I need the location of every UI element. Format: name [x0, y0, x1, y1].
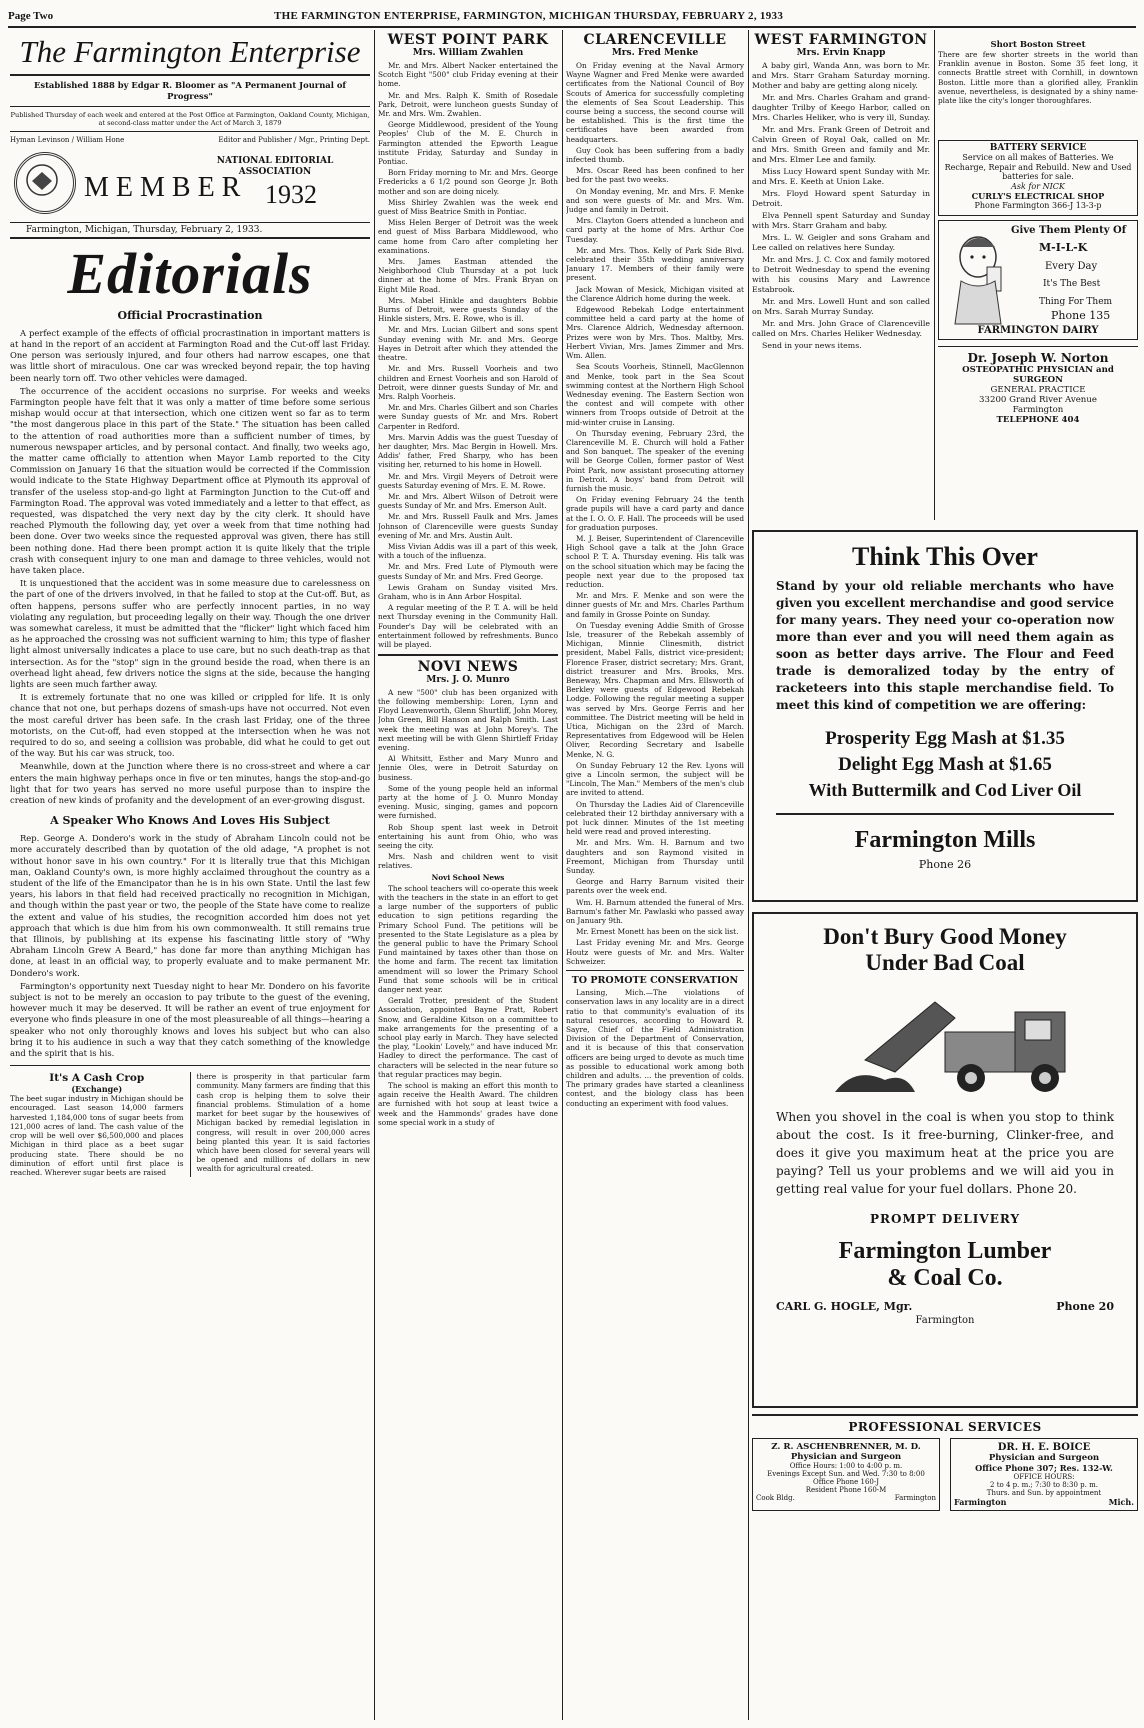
prof1-line: Resident Phone 160-M	[805, 1486, 887, 1494]
coal-text: When you shovel in the coal is when you stop to think about the cost. Is it free-burning, Clinker-free, and does it give you maximum heat at the price you are paying? Tell us your problems and we will aid you in getting real value for your fuel dollars. Phone 20.	[776, 1110, 1114, 1196]
professional-services	[752, 1414, 1138, 1714]
news-item: Mr. and Mrs. J. C. Cox and family motored to Detroit Wednesday to spend the evening with his cousins Mary and Lawrence Estabrook.	[752, 255, 930, 294]
column-title: WEST FARMINGTON	[754, 32, 928, 48]
news-item: On Thursday the Ladies Aid of Clarenceville celebrated their 12 birthday anniversary with a pot luck dinner. Minutes of the 1st meeting held were read and proved interesting.	[566, 799, 744, 837]
doctor-address: 33200 Grand River Avenue	[979, 395, 1097, 405]
column-rule	[934, 30, 935, 520]
news-item: Mr. and Mrs. Lowell Hunt and son called on Mrs. Sarah Murray Sunday.	[752, 297, 930, 316]
news-item: M. J. Beiser, Superintendent of Clarenceville High School gave a talk at the John Grace school P. T. A. Thursday evening. His talk was on the school situation which may be facing the people next year due to the proposed tax reduction.	[566, 533, 744, 589]
column-byline: Mrs. Ervin Knapp	[796, 48, 886, 58]
column-rule	[374, 30, 375, 1720]
news-item: Mrs. James Eastman attended the Neighborhood Club Thursday at a pot luck dinner at the home of Mrs. Frank Bryan on Eight Mile Road.	[378, 257, 558, 294]
promote-text: Lansing, Mich.—The violations of conservation laws in any locality are in a direct ratio to that community's evaluation of its natural resources, according to Howard R. Sayre, Chief of the Field Administration Division of the Department of Conservation, and it is because of this that conservation officers are being urged to devote as much time as possible to educational work among both children and adults. ... the prevention of colds. The primary grades have started a cleanliness contest, and the biology class has been conducting an experiment with food values.	[566, 988, 744, 1108]
news-item: Wm. H. Barnum attended the funeral of Mrs. Barnum's father Mr. Pawlaski who passed away on January 9th.	[566, 897, 744, 926]
coal-title-1: Don't Bury Good Money	[823, 924, 1067, 949]
coal-title-2: Under Bad Coal	[865, 950, 1025, 975]
article1-para: It is unquestioned that the accident was in some measure due to carelessness on the part of one of the drivers involved, in that he failed to stop at the Cut-off. But, as often happens, persons suffer who are perfectly innocent parties, in no way violating any regulation, but proceeding legally on their way. Though the one driver was somewhat careless, it must be admitted that the "flicker" light which faced him as he approached the crossing was not sufficient warning to him; this type of flasher light almost universally indicates a place to use care, but no such death-trap as that intersection. As for the "stop" sign in the ground beside the road, when there is an overhead light ahead, few drivers notice the signs at the side, because the hanging lights are seen much farther away.	[10, 578, 370, 689]
news-item: Mr. and Mrs. Albert Wilson of Detroit were guests Sunday of Mr. and Mrs. Emerson Ault.	[378, 491, 558, 511]
news-item: Sea Scouts Voorheis, Stinnell, MacGlennon and Menke, took part in the Sea Scout swimming contest at the Northern High School Wednesday evening. The Eastern Section won the contest and will compete with other winners from Troops outside of Detroit at the mid-winter cruise in Lansing.	[566, 362, 744, 427]
article1-para: A perfect example of the effects of official procrastination in important matters is at hand in the report of an accident at Farmington Road and the Cut-off last Friday. One person was seriously injured, and four others had narrow escapes, one that was little short of miraculous. One car was wrecked beyond repair, the top having been nearly torn off. Two other vehicles were damaged.	[10, 327, 370, 383]
cash-crop-title: It's A Cash Crop	[49, 1072, 145, 1085]
battery-text: Service on all makes of Batteries. We Recharge, Repair and Rebuild. New and Used batteries for sale.	[944, 153, 1132, 182]
prof1-line: Office Phone 160-J	[812, 1478, 880, 1486]
cash-crop-text-right: there is prosperity in that particular farm community. Many farmers are finding that this cash crop is helping them to solve their financial problems. Stimulation of a home market for beet sugar by the housewives of Michigan backed by remedial legislation in congress, will result in over 200,000 acres being planted this year. It is said factories which have been closed for several years will be opened and millions of dollars in new wealth for agricultural created.	[196, 1072, 370, 1174]
news-items	[566, 61, 744, 966]
prof1-line: Office Hours: 1:00 to 4:00 p. m.	[789, 1462, 903, 1470]
west-farmington-column	[752, 32, 930, 520]
milk-line: Thing For Them	[1039, 297, 1113, 307]
member-year: 1932	[265, 180, 317, 210]
mills-name: Farmington Mills	[854, 826, 1036, 853]
prof2-title: Physician and Surgeon	[988, 1453, 1100, 1463]
news-item: Miss Helen Berger of Detroit was the week end guest of Miss Barbara Middlewood, who came home from Caro after completing her examinations.	[378, 218, 558, 255]
doctor-city: Farmington	[1012, 405, 1064, 415]
article2-para: Rep. George A. Dondero's work in the study of Abraham Lincoln could not be more accurately described than by quotation of the old adage, "A prophet is not without honor save in his own country." For it is literally true that this Michigan man, Oakland County's own, is more highly acclaimed throughout the country as a student of the life of the Emancipator than he is in his own State. Until the last few years, his labors in that field had received practically no recognition in Michigan, and though within the past year or two, the people of the State have come to realize the extent and value of his studies, the recognition accorded him does not yet approach that which is due him from his own commonwealth. It still remains true that Illinois, by publishing at its expense his fascinating little story of "Why Abraham Lincoln Grew A Beard," has done far more than anything Michigan has done, at least in an official way, to properly evaluate and to make permanent Mr. Dondero's work.	[10, 833, 370, 978]
news-item: Mr. and Mrs. Russell Faulk and Mrs. James Johnson of Clarenceville were guests Sunday evening of Mr. and Mrs. Austin Ault.	[378, 512, 558, 540]
news-item: Guy Cook has been suffering from a badly infected thumb.	[566, 145, 744, 165]
shortest-text: There are few shorter streets in the world than Franklin avenue in Boston. Some 35 feet long, it connects Brattle street with Cornhill, in downtown Boston. Little more than a glorified alley, Franklin avenue, nevertheless, is designated by a shiny name-plate like the city's longer thoroughfares.	[938, 50, 1138, 106]
article1-para: Meanwhile, down at the Junction where there is no cross-street and where a car enters the main highway perhaps once in five or ten minutes, hangs the stop-and-go light that for two years has served no more useful purpose than to inspire the creation of new kinds of profanity and the development of an ever-growing disgust.	[10, 761, 370, 806]
news-item: Mr. and Mrs. Frank Green of Detroit and Calvin Green of Royal Oak, called on Mr. and Mrs. Smith Green and family and Mr. and Mrs. Elmer Lee and family.	[752, 125, 930, 164]
header-rule	[8, 26, 1136, 28]
prof2-line: Thurs. and Sun. by appointment	[986, 1489, 1102, 1497]
news-item: Lewis Graham on Sunday visited Mrs. Graham, who is in Ann Arbor Hospital.	[378, 582, 558, 601]
milk-line: Every Day	[1045, 261, 1098, 272]
page-number: Page Two	[8, 10, 54, 22]
news-items	[752, 61, 930, 351]
article2-title: A Speaker Who Knows And Loves His Subject	[50, 814, 330, 828]
prof2-line: 2 to 4 p. m.; 7:30 to 8:30 p. m.	[990, 1481, 1098, 1489]
mills-phone: Phone 26	[918, 857, 972, 871]
news-item: The school is making an effort this month to again receive the Health Award. The children are furnished with hot soup at least twice a week and the Hammonds' grades have done some special work in a study of	[378, 1081, 558, 1127]
clarenceville-column	[566, 32, 744, 1722]
article2-body	[10, 833, 370, 1059]
lumber-name-2: & Coal Co.	[887, 1265, 1003, 1291]
novi-title: NOVI NEWS	[417, 658, 519, 675]
column-title: WEST POINT PARK	[387, 32, 549, 48]
lumber-phone: Phone 20	[1056, 1300, 1114, 1313]
news-item: On Tuesday evening Addie Smith of Grosse Isle, treasurer of the Rebekah assembly of Michigan, Minnie Clinesmith, district president, Mabel Falls, district vice-president; Florence Fraser, district secretary; Mrs. Grant, district treasurer and Mrs. Brooks, Mrs. Beneway, Mrs. Chapman and Mrs. Ellsworth of Berkley were guests of Edgewood Rebekah Lodge. Following the regular meeting a supper was served by Mrs. George Ferris and her committee. The District meeting will be held in Utica, Michigan on the 23rd of March. Representatives from Edgewood will be Helen Oliver, Recording Secretary and Isabelle Menke, N. G.	[566, 620, 744, 759]
column-rule	[562, 30, 563, 1720]
news-item: Mrs. Nash and children went to visit relatives.	[378, 852, 558, 871]
doctor-name: Dr. Joseph W. Norton	[967, 351, 1109, 365]
news-item: A regular meeting of the P. T. A. will be held next Thursday evening in the Community Hall. Founder's Day will be celebrated with an entertainment followed by refreshments. Bunco will be played.	[378, 603, 558, 649]
news-item: Mrs. Oscar Reed has been confined to her bed for the past two weeks.	[566, 166, 744, 185]
column-title: CLARENCEVILLE	[583, 32, 727, 48]
news-item: Miss Shirley Zwahlen was the week end guest of Miss Beatrice Smith in Pontiac.	[378, 197, 558, 217]
milk-dairy-name: FARMINGTON DAIRY	[977, 325, 1099, 336]
prof2-city: Farmington	[954, 1497, 1007, 1507]
doctor-phone: TELEPHONE 404	[996, 415, 1080, 425]
news-item: Mrs. Marvin Addis was the guest Tuesday of her daughter, Mrs. Mac Bergin in Howell. Mrs. Addis' father, Fred Sharpy, who has been visiting her, returned to his home in Howell.	[378, 432, 558, 470]
coal-truck-illustration	[795, 982, 1095, 1102]
prof1-title: Physician and Surgeon	[790, 1452, 902, 1462]
shortest-title: Short Boston Street	[990, 40, 1086, 50]
coal-delivery: PROMPT DELIVERY	[869, 1212, 1021, 1226]
doctor-title: OSTEOPATHIC PHYSICIAN and SURGEON	[962, 365, 1114, 385]
news-item: Miss Lucy Howard spent Sunday with Mr. and Mrs. E. Keeth at Union Lake.	[752, 167, 930, 186]
novi-byline: Mrs. J. O. Munro	[426, 674, 510, 685]
battery-phone: Phone Farmington 366-J	[974, 200, 1074, 210]
news-item: A new "500" club has been organized with the following membership: Loren, Lynn and Floyd Leavenworth, Glenn Shurtliff, John Morey, John Green, Bill Hanson and Ralph Smith. Last week the meeting was at John Morey's. The next meeting will be with Glenn Shirtleff Friday evening.	[378, 687, 558, 752]
news-item: Elva Pennell spent Saturday and Sunday with Mrs. Starr Graham and baby.	[752, 211, 930, 230]
news-item: Gerald Trotter, president of the Student Association, appointed Bayne Pratt, Robert Snow, and Geraldine Kitson on a committee to make arrangements for the presenting of a school play early in March. They have selected the play, "Lookin' Lovely," and have induced Mr. Hadley to direct the performance. The cast of characters will be selected in the near future so that regular practices may begin.	[378, 996, 558, 1079]
doctor-norton-card	[938, 346, 1138, 516]
news-item: Mr. and Mrs. Charles Gilbert and son Charles were Sunday guests of Mr. and Mrs. Robert Carpenter in Redford.	[378, 403, 558, 431]
news-item: Edgewood Rebekah Lodge entertainment committee held a card party at the home of Mrs. Clarence Aldrich, Wednesday afternoon. Prizes were won by Mrs. Thos. Maltby, Mrs. Herbert Vivian, Mrs. James Zimmer and Mrs. Wm. Allen.	[566, 305, 744, 361]
news-item: On Friday evening at the Naval Armory Wayne Wagner and Fred Menke were awarded certificates from the National Council of Boy Scouts of America for successfully completing the elements of Sea Scout Leadership. This course being a success, the second course will be established. This is the first time the certificates have been awarded from headquarters.	[566, 61, 744, 144]
prof2-state: Mich.	[1108, 1497, 1134, 1507]
lumber-coal-ad	[752, 912, 1138, 1408]
cash-crop-text-left: The beet sugar industry in Michigan should be encouraged. Last season 14,000 farmers harvested 1,184,000 tons of sugar beets from 121,000 acres of land. The cash value of the crop will be well over $6,500,000 and places Michigan in third place as a beet sugar producing state. There should be no diminution of effort until first place is reached. Wherever sugar beets are raised	[10, 1094, 184, 1177]
think-text: Stand by your old reliable merchants who have given you excellent merchandise and good service for many years. They need your co-operation now more than ever and you will need them again as soon as better days arrive. The Flour and Feed trade is demoralized today by the entry of racketeers into this staple merchandise field. To meet this kind of competition we are offering:	[776, 579, 1114, 712]
editorial-column	[10, 30, 370, 1720]
article1-body	[10, 328, 370, 807]
news-item: Mr. and Mrs. Ralph K. Smith of Rosedale Park, Detroit, were luncheon guests Sunday of Mr. and Mrs. Wm. Zwahlen.	[378, 90, 558, 119]
lumber-name-1: Farmington Lumber	[838, 1238, 1052, 1264]
news-item: Mr. and Mrs. Charles Graham and grand-daughter Trilby of Keego Harbor, called on Mrs. Charles Heliker, who is very ill, Sunday.	[752, 93, 930, 122]
subhead: Novi School News	[431, 872, 505, 882]
column-byline: Mrs. Fred Menke	[611, 48, 699, 58]
publication-notice: Published Thursday of each week and entered at the Post Office at Farmington, Oakland County, Michigan, at second-class matter under the Act of March 3, 1879	[10, 110, 370, 127]
news-item: A baby girl, Wanda Ann, was born to Mr. and Mrs. Starr Graham Saturday morning. Mother and baby are getting along nicely.	[752, 61, 930, 90]
article1-title: Official Procrastination	[117, 308, 263, 322]
battery-title: BATTERY SERVICE	[989, 143, 1087, 153]
news-item: Mrs. Clayton Goers attended a luncheon and card party at the home of Mrs. Arthur Coe Tuesday.	[566, 216, 744, 244]
news-item: On Friday evening February 24 the tenth grade pupils will have a card party and dance at the I. O. O. F. Hall. The proceeds will be used for graduation purposes.	[566, 495, 744, 532]
news-item: Mrs. L. W. Geigler and sons Graham and Lee called on relatives here Sunday.	[752, 233, 930, 252]
dateline: Farmington, Michigan, Thursday, February 2, 1933.	[26, 225, 263, 236]
editorials-heading: Editorials	[67, 240, 313, 306]
battery-shop: CURLY'S ELECTRICAL SHOP	[971, 190, 1105, 201]
news-item: Some of the young people held an informal party at the home of J. O. Munro Monday evening. Music, singing, games and popcorn were furnished.	[378, 783, 558, 821]
prosperity-offer: Prosperity Egg Mash at $1.35	[825, 728, 1065, 749]
news-item: Mr. and Mrs. John Grace of Clarenceville called on Mrs. Charles Heliker Wednesday.	[752, 319, 930, 338]
column-rule	[748, 30, 749, 1720]
dairy-ad	[938, 220, 1138, 340]
news-item: Mr. and Mrs. Albert Nacker entertained the Scotch Eight "500" club Friday evening at their home.	[378, 61, 558, 89]
shortest-street-item	[938, 40, 1138, 105]
prof-card-boice	[950, 1438, 1138, 1511]
news-item: Mr. and Mrs. Lucian Gilbert and sons spent Sunday evening with Mr. and Mrs. George Hayes in Detroit after which they attended the theatre.	[378, 325, 558, 363]
lumber-city: Farmington	[915, 1315, 975, 1326]
milk-phone: Phone 135	[1051, 309, 1111, 322]
article2-para: Farmington's opportunity next Tuesday night to hear Mr. Dondero on his favorite subject is not to be merely an occasion to pay tribute to the guest of the evening, however much it may be deserved. It will be rather an event of true enjoyment for everyone who finds pleasure in one of the most pleasureable of all things—hearing a speaker who not only thoroughly knows and loves his subject but who can also bring it to his audience in such a way that they catch something of the knowledge and the spirit that is his.	[10, 980, 370, 1059]
prof2-name: DR. H. E. BOICE	[997, 1442, 1091, 1453]
delight-offer: Delight Egg Mash at $1.65	[838, 754, 1052, 775]
battery-ad	[938, 140, 1138, 216]
prof1-building: Cook Bldg.	[756, 1494, 795, 1502]
news-item: On Monday evening, Mr. and Mrs. F. Menke and son were guests of Mr. and Mrs. Wm. Judge and family in Detroit.	[566, 186, 744, 215]
prof1-line: Evenings Except Sun. and Wed. 7:30 to 8:00	[767, 1470, 925, 1478]
news-item: Mr. and Mrs. Russell Voorheis and two children and Ernest Voorheis and son Harold of Detroit, were dinner guests Sunday of Mr. and Mrs. Ralph Voorheis.	[378, 364, 558, 401]
prof-title: PROFESSIONAL SERVICES	[848, 1420, 1042, 1434]
news-item: Mrs. Mabel Hinkle and daughters Bobbie Burns of Detroit, were guests Sunday of the Hinkle sisters, Mrs. E. Rowe, who is ill.	[378, 295, 558, 324]
article1-para: It is extremely fortunate that no one was killed or crippled for life. It is only chance that not one, but perhaps dozens of smash-ups have not occurred. Not even the most careful driver has been safe. In the crash last Friday, one of the three motorists, on the Cut-off, had even stopped at the intersection when he was not required to do so, and seeing a collision was probable, did what he could to get out of the way. But his car was struck, too.	[10, 692, 370, 759]
news-item: George and Harry Barnum visited their parents over the week end.	[566, 877, 744, 896]
news-item: Send in your news items.	[762, 341, 862, 350]
west-point-column	[378, 32, 558, 1722]
news-item: Miss Vivian Addis was ill a part of this week, with a touch of the influenza.	[378, 541, 558, 561]
established-line: Established 1888 by Edgar R. Bloomer as "A Permanent Journal of Progress"	[33, 80, 347, 101]
buttermilk-offer: With Buttermilk and Cod Liver Oil	[808, 780, 1082, 800]
battery-ask: Ask for NICK	[1011, 181, 1065, 191]
milk-word: M-I-L-K	[1039, 241, 1088, 254]
staff-titles: Editor and Publisher / Mgr., Printing Dept.	[218, 135, 370, 144]
news-item: Born Friday morning to Mr. and Mrs. George Fredericks a 6 1/2 pound son George Jr. Both mother and son are doing nicely.	[378, 168, 558, 196]
news-item: Rob Shoup spent last week in Detroit entertaining his aunt from Ohio, who was seeing the city.	[378, 822, 558, 850]
seal-logo	[14, 152, 76, 214]
cash-crop-source: (Exchange)	[71, 1084, 123, 1095]
prof-card-aschenbrenner	[752, 1438, 940, 1511]
lumber-manager: CARL G. HOGLE, Mgr.	[776, 1300, 913, 1313]
news-item: Jack Mowan of Mesick, Michigan visited at the Clarence Aldrich home during the week.	[566, 284, 744, 303]
prof1-city: Farmington	[894, 1494, 936, 1502]
news-items	[378, 61, 558, 649]
farmington-mills-ad	[752, 530, 1138, 902]
news-item: Mr. and Mrs. F. Menke and son were the dinner guests of Mr. and Mrs. Charles Parthum and family in Grosse Pointe on Sunday.	[566, 591, 744, 619]
battery-code: 13-3-p	[1075, 200, 1102, 210]
member-word: MEMBER	[84, 172, 248, 204]
doctor-practice: GENERAL PRACTICE	[990, 385, 1086, 395]
news-item: Mr. and Mrs. Virgil Meyers of Detroit were guests Saturday evening of Mrs. E. M. Rowe.	[378, 471, 558, 490]
prof1-name: Z. R. ASCHENBRENNER, M. D.	[771, 1442, 921, 1452]
novi-items	[378, 688, 558, 1127]
news-item: Mr. and Mrs. Fred Lute of Plymouth were guests Sunday of Mr. and Mrs. Fred George.	[378, 562, 558, 581]
child-drinking-milk-illustration	[943, 229, 1013, 329]
running-head: THE FARMINGTON ENTERPRISE, FARMINGTON, MICHIGAN THURSDAY, FEBRUARY 2, 1933	[274, 10, 784, 22]
news-item: On Sunday February 12 the Rev. Lyons will give a Lincoln sermon, the subject will be "Lincoln, The Man." Members of the men's club are invited to attend.	[566, 760, 744, 798]
think-title: Think This Over	[852, 542, 1038, 571]
news-item: Al Whitsitt, Esther and Mary Munro and Jennie Oles, were in Detroit Saturday on business.	[378, 754, 558, 782]
column-byline: Mrs. William Zwahlen	[412, 48, 524, 58]
paper-title: The Farmington Enterprise	[19, 34, 361, 69]
news-item: On Thursday evening, February 23rd, the Clarenceville M. E. Church will hold a Father and Son banquet. The speaker of the evening will be George Collen, former pastor of West Point Park, now assistant prosecuting attorney in Detroit. A boys' band from Detroit will furnish the music.	[566, 428, 744, 493]
article1-para: The occurrence of the accident occasions no surprise. For weeks and weeks Farmington people have felt that it was only a matter of time before some serious mishap would occur at that intersection, which one citizen went so far as to term "the most dangerous place in this part of the State." The situation has been called to the attention of road authorities more than a sufficient number of times, by numerous newspaper articles, and by personal contact. And finally, two weeks ago, the matter came officially to attention when Mayor Lamb reported to the City Commission on January 16 that the situation would be corrected if the Commission would indicate to the State Highway Department office at Plymouth its approval of transfer of the useless stop-and-go light at Farmington Junction to the Cut-off and Farmington Road. The approval was voted immediately and a letter to that effect, as requested, was dispatched the very next day by the city clerk. It should have reached Plymouth the following day, yet over a week from that time nothing had been done. Over two weeks since the requested approval was given, there has still been nothing done. Had there been prompt action it is quite likely that the triple crash with consequent injury to one man and damage to three vehicles, would not have taken place.	[10, 385, 370, 575]
milk-line: It's The Best	[1043, 279, 1101, 289]
prof2-line: OFFICE HOURS:	[1013, 1473, 1075, 1481]
news-item: Mrs. Floyd Howard spent Saturday in Detroit.	[752, 189, 930, 208]
promote-title: TO PROMOTE CONSERVATION	[571, 975, 739, 987]
news-item: The school teachers will co-operate this week with the teachers in the state in an effort to get a large number of the supporters of public education to sign petitions regarding the Primary School Fund. The petitions will be presented to the State Legislature as a plea by the general public to have the Primary School Fund maintained by taxes other than those on the home and farm. The recent tax limitation amendment will so lower the Primary School Fund that some schools will be in critical danger next year.	[378, 883, 558, 994]
news-item: George Middlewood, president of the Young Peoples' Club of the M. E. Church in Farmington attended the Epworth League institute Friday, Saturday and Sunday in Pontiac.	[378, 120, 558, 167]
member-badge	[10, 150, 370, 216]
prof2-phone: Office Phone 307; Res. 132-W.	[975, 1463, 1113, 1473]
news-item: Mr. and Mrs. Thos. Kelly of Park Side Blvd. celebrated their 35th wedding anniversary January 17. Members of their family were present.	[566, 245, 744, 283]
news-item: Mr. and Mrs. Wm. H. Barnum and two daughters and son Raymond visited in Freemont, Michigan from Thursday until Sunday.	[566, 838, 744, 876]
news-item: Mr. Ernest Monett has been on the sick list.	[576, 927, 739, 937]
staff-names: Hyman Levinson / William Hone	[10, 135, 125, 144]
news-item: Last Friday evening Mr. and Mrs. George Houtz were guests of Mr. and Mrs. Walter Schweizer.	[566, 938, 744, 966]
milk-line: Give Them Plenty Of	[1011, 225, 1127, 236]
association-name: NATIONAL EDITORIAL ASSOCIATION	[216, 156, 334, 178]
